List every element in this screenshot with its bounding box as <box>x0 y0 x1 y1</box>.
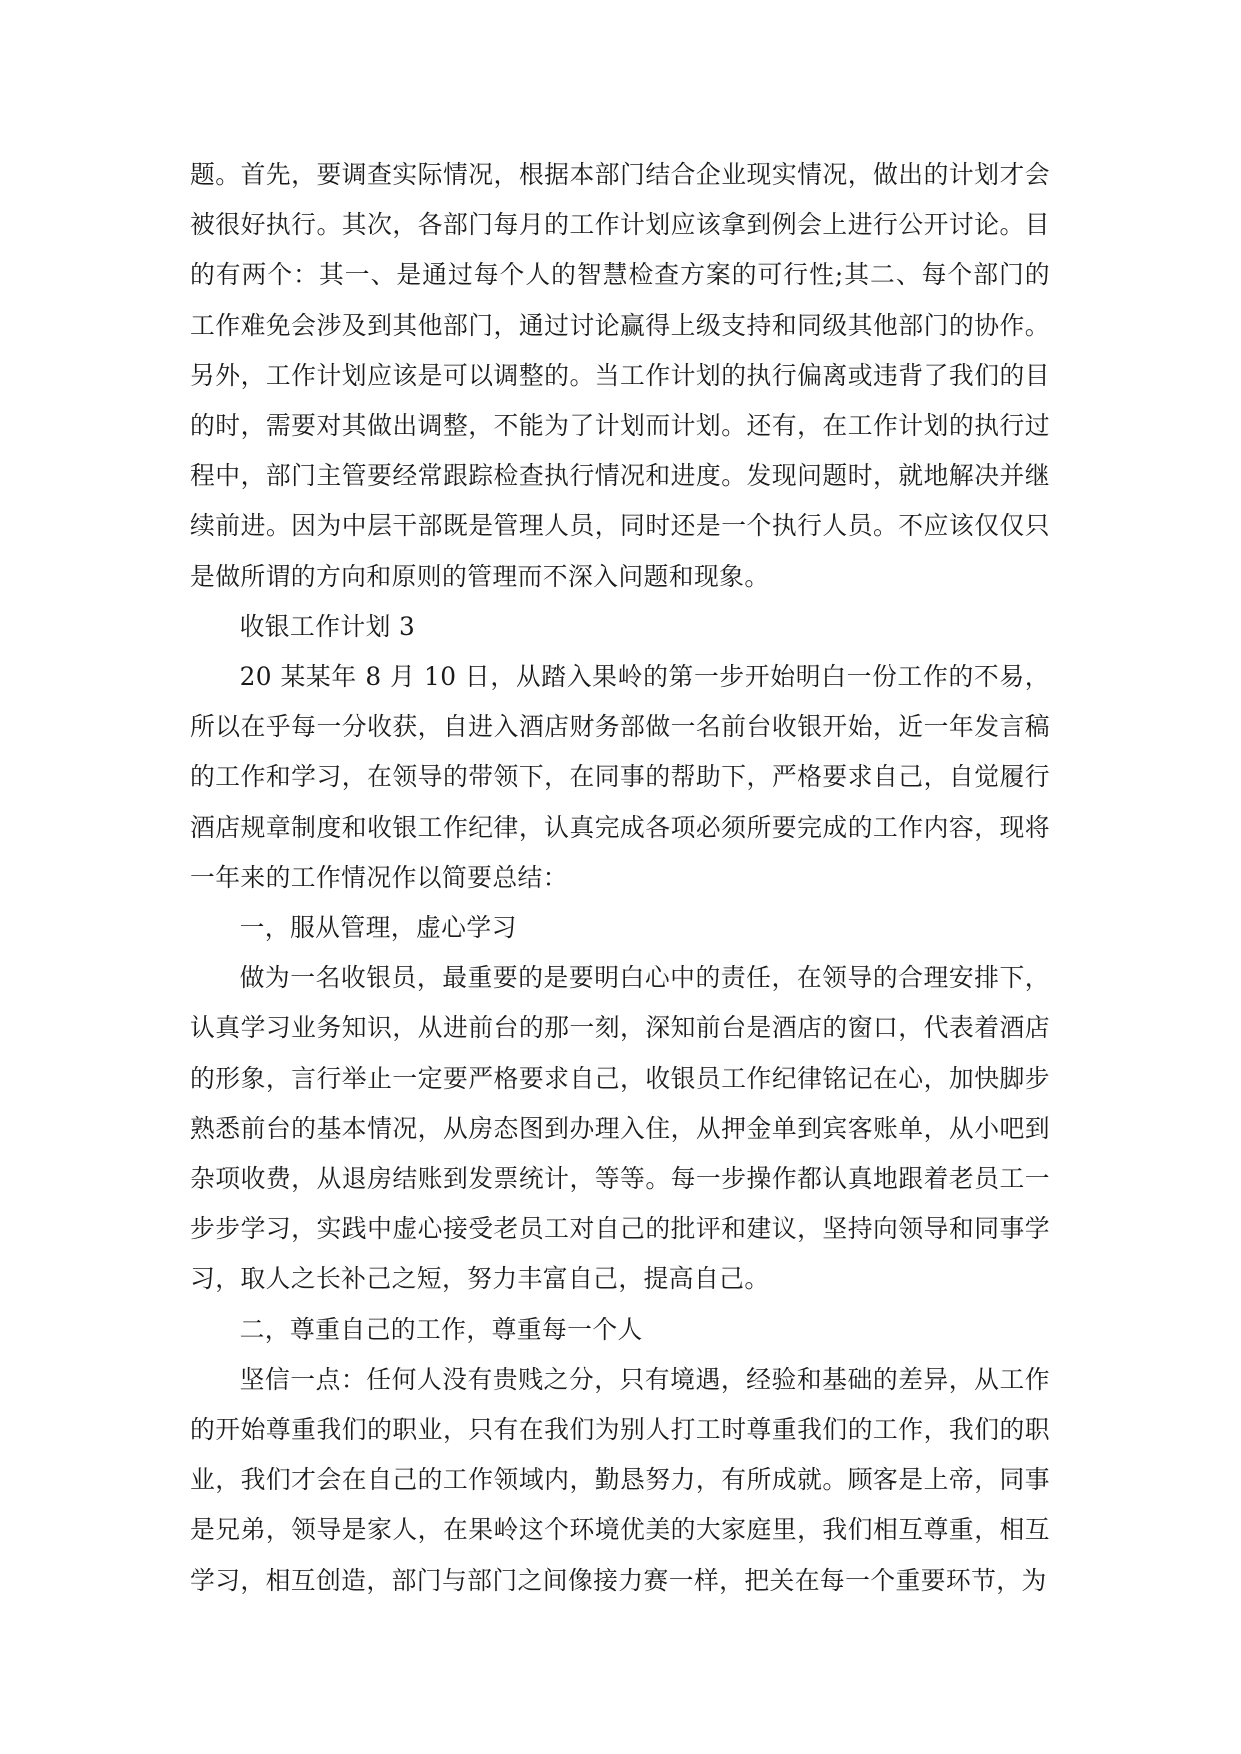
subheading-respect-work: 二，尊重自己的工作，尊重每一个人 <box>239 1314 643 1344</box>
subheading-obey-management: 一，服从管理，虚心学习 <box>239 913 517 943</box>
paragraph-intro: 20 某某年 8 月 10 日，从踏入果岭的第一步开始明白一份工作的不易，所以在乎每一分收获，自进入酒店财务部做一名前台收银开始，近一年发言稿的工作和学习，在领导的带领下，在同事的帮助下，严格要求自己，自觉履行酒店规章制度和收银工作纪律，认真完成各项必须所要完成的工作内容，现将一年来的工作情况作以简要总结： <box>190 662 1050 892</box>
paragraph-continuation: 题。首先，要调查实际情况，根据本部门结合企业现实情况，做出的计划才会被很好执行。其次，各部门每月的工作计划应该拿到例会上进行公开讨论。目的有两个：其一、是通过每个人的智慧检查方案的可行性;其二、每个部门的工作难免会涉及到其他部门，通过讨论赢得上级支持和同级其他部门的协作。另外，工作计划应该是可以调整的。当工作计划的执行偏离或违背了我们的目的时，需要对其做出调整，不能为了计划而计划。还有，在工作计划的执行过程中，部门主管要经常跟踪检查执行情况和进度。发现问题时，就地解决并继续前进。因为中层干部既是管理人员，同时还是一个执行人员。不应该仅仅只是做所谓的方向和原则的管理而不深入问题和现象。 <box>190 160 1050 591</box>
paragraph-respect: 坚信一点：任何人没有贵贱之分，只有境遇，经验和基础的差异，从工作的开始尊重我们的职业，只有在我们为别人打工时尊重我们的工作，我们的职业，我们才会在自己的工作领域内，勤恳努力，有所成就。顾客是上帝，同事是兄弟，领导是家人，在果岭这个环境优美的大家庭里，我们相互尊重，相互学习，相互创造，部门与部门之间像接力赛一样，把关在每一个重要环节，为 <box>190 1364 1050 1595</box>
section-heading-cashier-plan-3: 收银工作计划 3 <box>239 611 416 641</box>
document-body <box>190 150 1050 1606</box>
paragraph-cashier-duties: 做为一名收银员，最重要的是要明白心中的责任，在领导的合理安排下，认真学习业务知识，从进前台的那一刻，深知前台是酒店的窗口，代表着酒店的形象，言行举止一定要严格要求自己，收银员工作纪律铭记在心，加快脚步熟悉前台的基本情况，从房态图到办理入住，从押金单到宾客账单，从小吧到杂项收费，从退房结账到发票统计，等等。每一步操作都认真地跟着老员工一步步学习，实践中虚心接受老员工对自己的批评和建议，坚持向领导和同事学习，取人之长补己之短，努力丰富自己，提高自己。 <box>190 963 1050 1294</box>
